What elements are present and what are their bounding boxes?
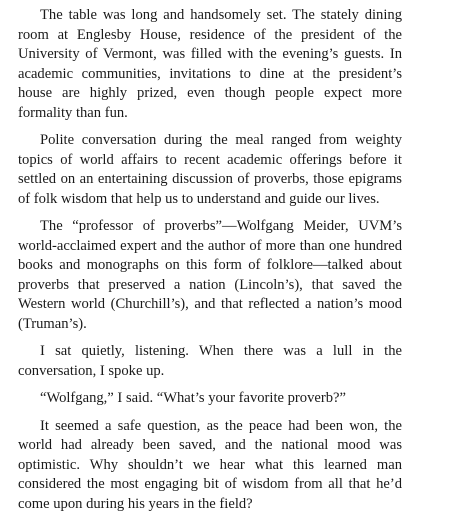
paragraph-3: The “professor of proverbs”—Wolfgang Meider, UVM’s world-acclaimed expert and the author of more than one hundred books and monographs on this form of folklore—talked about proverbs that preserved a nation (Lincoln’s), that saved the Western world (Churchill’s), and that reflected a nation’s mood (Truman’s). <box>18 218 402 332</box>
paragraph-6: It seemed a safe question, as the peace had been won, the world had already been saved, and the national mood was optimistic. Why shouldn’t we hear what this learned man considered the most engaging bit of wisdom from all that he’d come upon during his years in the field? <box>18 417 402 512</box>
paragraph-4: I sat quietly, listening. When there was a lull in the conversation, I spoke up. <box>18 343 402 379</box>
paragraph-5: “Wolfgang,” I said. “What’s your favorite proverb?” <box>40 390 346 406</box>
paragraph-1: The table was long and handsomely set. The stately dining room at Englesby House, residence of the president of the University of Vermont, was filled with the evening’s guests. In academic communities, invitations to dine at the president’s house are highly prized, even though people expect more formality than fun. <box>18 7 402 121</box>
document-page <box>18 6 402 522</box>
paragraph-2: Polite conversation during the meal ranged from weighty topics of world affairs to recent academic offerings before it settled on an entertaining discussion of proverbs, those epigrams of folk wisdom that help us to understand and guide our lives. <box>18 132 402 207</box>
